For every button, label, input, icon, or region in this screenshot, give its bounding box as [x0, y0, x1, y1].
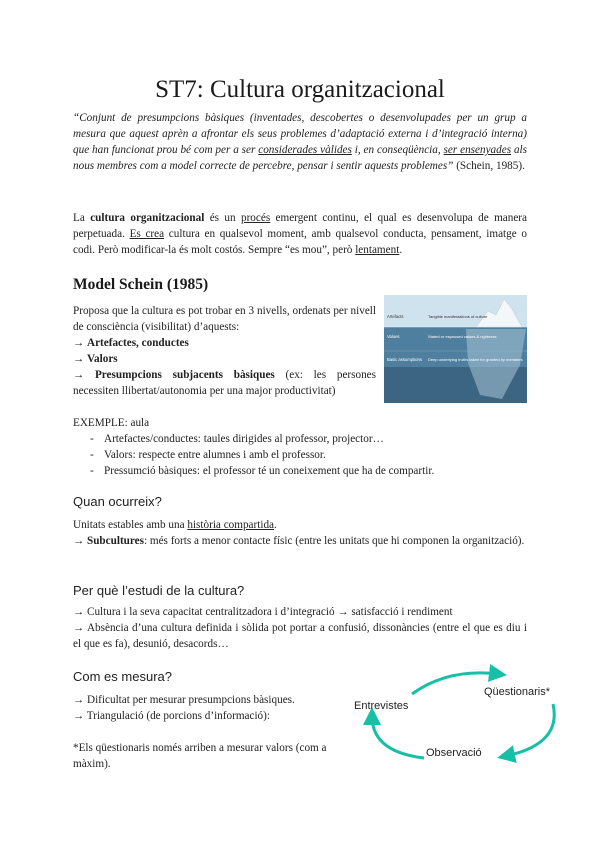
iceberg-row-label-3: Basic assumptions	[387, 357, 422, 362]
quote-citation: (Schein, 1985).	[453, 160, 525, 172]
definition-quote	[73, 110, 527, 174]
quote-underline-taught: ser ensenyades	[443, 144, 512, 156]
subcultures-text: : més forts a menor contacte físic (entre les unitats que hi componen la organització).	[143, 535, 525, 547]
arrow-icon: →	[73, 535, 87, 547]
def-i: .	[399, 244, 403, 256]
cycle-interviews: Entrevistes	[354, 700, 409, 712]
cycle-questionnaires: Qüestionaris*	[484, 686, 551, 698]
measure-body	[73, 692, 343, 772]
when-body	[73, 517, 527, 549]
list-item: - Pressumció bàsiques: el professor té un coneixement que ha de compartir.	[73, 463, 527, 479]
measure-line-1: → Dificultat per mesurar presumpcions bàsiques.	[73, 694, 295, 706]
iceberg-row-label-1: Artefacts	[387, 314, 404, 319]
model-intro: Proposa que la cultura es pot trobar en 3 nivells, ordenats per nivell de consciència (visibilitat) d’aquests:	[73, 305, 376, 333]
arrow-icon: →	[73, 337, 85, 349]
measure-line-2: → Triangulació (de porcions d’informació):	[73, 710, 270, 722]
arrow-icon: →	[73, 369, 85, 381]
page-title: ST7: Cultura organitzacional	[155, 76, 445, 103]
when-line-1	[73, 517, 527, 533]
subcultures-line	[73, 533, 527, 549]
def-g: cultura en qualsevol moment, amb qualsevol conducta, pensament, imatge o codi. Però modificar-la és molt costós. Sempre “es mou”, però	[73, 228, 528, 256]
list-item: - Valors: respecte entre alumnes i amb el professor.	[73, 447, 527, 463]
when-text-a: Unitats estables amb una	[73, 519, 188, 531]
example-label: EXEMPLE: aula	[73, 417, 150, 429]
cycle-observation: Observació	[426, 747, 482, 759]
when-text-b: .	[274, 519, 277, 531]
model-level-1	[73, 335, 376, 351]
measure-heading: Com es mesura?	[73, 669, 172, 684]
model-level-3	[73, 367, 376, 399]
model-level-2	[73, 351, 376, 367]
level-3-note: (ex: les persones necessiten llibertat/autonomia per una major productivitat)	[73, 369, 377, 397]
def-culture-term: cultura organitzacional	[90, 212, 205, 224]
list-item: - Artefactes/conductes: taules dirigides al professor, projector…	[73, 431, 527, 447]
triangulation-cycle	[348, 664, 566, 774]
iceberg-diagram	[384, 295, 527, 403]
shared-history: història compartida	[187, 519, 275, 531]
cycle-arrow-left	[372, 716, 424, 758]
quote-part2: i, en conseqüència,	[351, 144, 444, 156]
quote-part1: “Conjunt de presumpcions bàsiques (inventades, descobertes o desenvolupades per un grup a mesura que aquest aprèn a afrontar els seus problemes d’adaptació externa i d’integració interna) que han funcionat prou bé com per a ser	[73, 112, 527, 156]
iceberg-row-desc-2: Stated or espoused values & rightness	[428, 334, 497, 339]
why-body	[73, 604, 527, 652]
iceberg-row-desc-3: Deep underlying truths taken for granted by members	[428, 357, 523, 362]
level-2-label: Valors	[86, 353, 118, 365]
arrow-icon: →	[73, 353, 85, 365]
def-slowly: lentament	[355, 244, 400, 256]
iceberg-row-desc-1: Tangible manifestations of culture	[428, 314, 488, 319]
model-description	[73, 303, 376, 399]
def-process: procés	[240, 212, 271, 224]
def-e: emergent continu, el qual es desenvolupa de manera perpetuada.	[73, 212, 527, 240]
why-line-1: → Cultura i la seva capacitat centralitzadora i d’integració → satisfacció i rendiment	[73, 606, 453, 618]
example-list	[73, 431, 527, 479]
why-line-2: → Absència d’una cultura definida i sòlida pot portar a confusió, dissonàncies (entre el que es diu i el que es fa), desunió, desacords…	[73, 622, 527, 650]
def-created: Es crea	[129, 228, 165, 240]
def-c: és un	[204, 212, 241, 224]
quote-part3: als nous membres com a model correcte de percebre, pensar i sentir aquests problemes”	[73, 144, 528, 172]
subcultures-term: Subcultures	[86, 535, 144, 547]
example-section	[73, 415, 527, 479]
culture-definition	[73, 210, 527, 258]
quote-underline-valid: considerades vàlides	[258, 144, 352, 156]
def-a: La	[73, 212, 91, 224]
why-heading: Per què l’estudi de la cultura?	[73, 583, 245, 598]
measure-note: *Els qüestionaris només arriben a mesurar valors (com a màxim).	[73, 742, 327, 770]
level-1-label: Artefactes, conductes	[86, 337, 189, 349]
cycle-arrow-right	[506, 704, 554, 756]
model-heading: Model Schein (1985)	[73, 276, 209, 293]
when-heading: Quan ocurreix?	[73, 494, 162, 509]
level-3-label: Presumpcions subjacents bàsiques	[94, 369, 275, 381]
iceberg-row-label-2: Values	[387, 334, 400, 339]
